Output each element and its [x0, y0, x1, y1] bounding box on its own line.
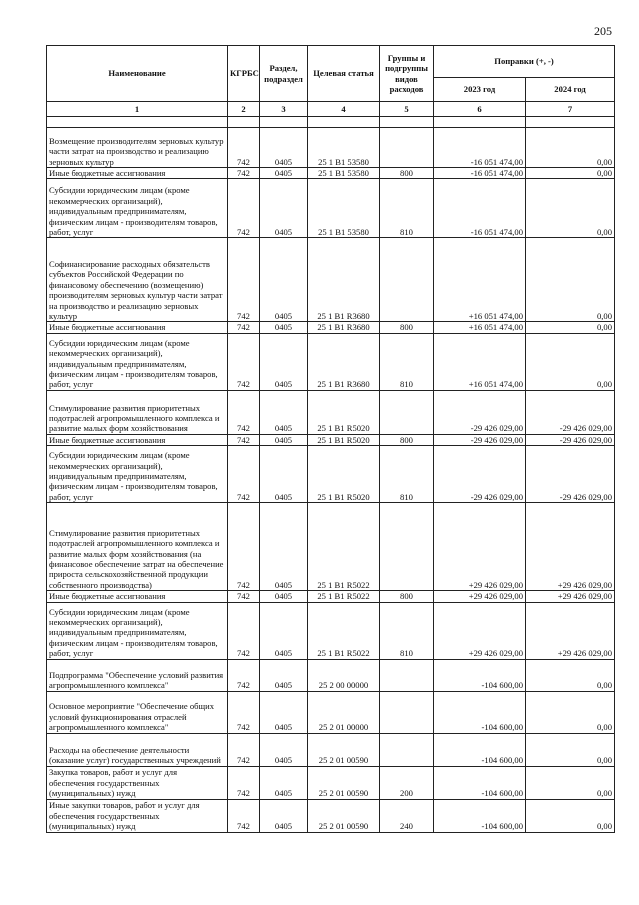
row-expense-group: [380, 238, 434, 322]
row-amount-2023: +16 051 474,00: [434, 322, 526, 333]
row-name: Стимулирование развития приоритетных подотраслей агропромышленного комплекса и развитие малых форм хозяйствования (на финансовое обеспечение затрат на обеспечение прироста сельскохозяйственной продукции собственного производства): [47, 503, 228, 591]
row-amount-2024: 0,00: [526, 168, 615, 179]
row-razdel: 0405: [260, 503, 308, 591]
row-target-article: 25 2 01 00590: [308, 733, 380, 766]
row-razdel: 0405: [260, 733, 308, 766]
row-target-article: 25 2 00 00000: [308, 659, 380, 691]
row-amount-2024: 0,00: [526, 179, 615, 238]
column-number: 1: [47, 102, 228, 117]
header-groups: Группы и подгруппы видов расходов: [380, 46, 434, 102]
header-kgrbs: КГРБС: [228, 46, 260, 102]
row-razdel: 0405: [260, 128, 308, 168]
column-number: 7: [526, 102, 615, 117]
row-amount-2023: -104 600,00: [434, 733, 526, 766]
table-row: [47, 322, 615, 333]
row-expense-group: 200: [380, 766, 434, 799]
row-target-article: 25 1 В1 53580: [308, 128, 380, 168]
row-expense-group: [380, 659, 434, 691]
row-amount-2024: +29 426 029,00: [526, 602, 615, 659]
row-amount-2024: +29 426 029,00: [526, 591, 615, 602]
row-expense-group: 810: [380, 179, 434, 238]
row-amount-2024: 0,00: [526, 766, 615, 799]
row-amount-2024: +29 426 029,00: [526, 503, 615, 591]
row-name: Иные закупки товаров, работ и услуг для обеспечения государственных (муниципальных) нужд: [47, 799, 228, 832]
row-name: Возмещение производителям зерновых культур части затрат на производство и реализацию зерновых культур: [47, 128, 228, 168]
row-expense-group: [380, 390, 434, 434]
table-row: [47, 446, 615, 503]
row-amount-2023: -104 600,00: [434, 691, 526, 733]
row-kgrbs: 742: [228, 168, 260, 179]
row-amount-2024: 0,00: [526, 799, 615, 832]
row-kgrbs: 742: [228, 799, 260, 832]
row-expense-group: 800: [380, 322, 434, 333]
row-expense-group: 810: [380, 602, 434, 659]
row-amount-2023: -29 426 029,00: [434, 434, 526, 445]
column-number: 4: [308, 102, 380, 117]
row-razdel: 0405: [260, 659, 308, 691]
row-name: Иные бюджетные ассигнования: [47, 434, 228, 445]
column-number-row: [47, 102, 615, 117]
row-kgrbs: 742: [228, 591, 260, 602]
row-expense-group: 810: [380, 333, 434, 390]
table-row: [47, 503, 615, 591]
table-body: [47, 117, 615, 833]
row-name: Иные бюджетные ассигнования: [47, 322, 228, 333]
header-target: Целевая статья: [308, 46, 380, 102]
table-row: [47, 659, 615, 691]
row-expense-group: 240: [380, 799, 434, 832]
row-razdel: 0405: [260, 602, 308, 659]
row-razdel: 0405: [260, 322, 308, 333]
row-target-article: 25 1 В1 R5022: [308, 591, 380, 602]
row-name: Субсидии юридическим лицам (кроме некоммерческих организаций), индивидуальным предпринимателям, физическим лицам - производителям товаров, работ, услуг: [47, 602, 228, 659]
row-target-article: 25 2 01 00000: [308, 691, 380, 733]
table-row: [47, 602, 615, 659]
row-amount-2023: -16 051 474,00: [434, 179, 526, 238]
row-name: Стимулирование развития приоритетных подотраслей агропромышленного комплекса и развитие малых форм хозяйствования: [47, 390, 228, 434]
row-amount-2023: -104 600,00: [434, 659, 526, 691]
row-name: Иные бюджетные ассигнования: [47, 591, 228, 602]
table-row: [47, 238, 615, 322]
row-amount-2024: 0,00: [526, 322, 615, 333]
column-number: 6: [434, 102, 526, 117]
row-kgrbs: 742: [228, 602, 260, 659]
row-razdel: 0405: [260, 799, 308, 832]
row-amount-2023: -104 600,00: [434, 766, 526, 799]
row-target-article: 25 1 В1 R5022: [308, 602, 380, 659]
row-amount-2024: -29 426 029,00: [526, 434, 615, 445]
table-row: [47, 390, 615, 434]
page-number: 205: [594, 24, 612, 38]
row-amount-2023: -29 426 029,00: [434, 446, 526, 503]
row-name: Основное мероприятие "Обеспечение общих условий функционирования отраслей агропромышленного комплекса": [47, 691, 228, 733]
row-name: Субсидии юридическим лицам (кроме некоммерческих организаций), индивидуальным предпринимателям, физическим лицам - производителям товаров, работ, услуг: [47, 446, 228, 503]
row-razdel: 0405: [260, 333, 308, 390]
row-amount-2023: -16 051 474,00: [434, 128, 526, 168]
row-target-article: 25 2 01 00590: [308, 766, 380, 799]
row-amount-2024: 0,00: [526, 733, 615, 766]
row-target-article: 25 1 В1 R5020: [308, 434, 380, 445]
table-row: [47, 128, 615, 168]
blank-row: [47, 117, 615, 128]
row-amount-2023: -29 426 029,00: [434, 390, 526, 434]
column-number: 3: [260, 102, 308, 117]
row-kgrbs: 742: [228, 434, 260, 445]
row-target-article: 25 1 В1 53580: [308, 168, 380, 179]
table-row: [47, 733, 615, 766]
row-kgrbs: 742: [228, 238, 260, 322]
row-name: Субсидии юридическим лицам (кроме некоммерческих организаций), индивидуальным предпринимателям, физическим лицам - производителям товаров, работ, услуг: [47, 179, 228, 238]
row-razdel: 0405: [260, 446, 308, 503]
row-target-article: 25 1 В1 R5020: [308, 446, 380, 503]
row-name: Субсидии юридическим лицам (кроме некоммерческих организаций), индивидуальным предпринимателям, физическим лицам - производителям товаров, работ, услуг: [47, 333, 228, 390]
row-razdel: 0405: [260, 179, 308, 238]
row-kgrbs: 742: [228, 322, 260, 333]
row-kgrbs: 742: [228, 128, 260, 168]
row-name: Закупка товаров, работ и услуг для обеспечения государственных (муниципальных) нужд: [47, 766, 228, 799]
row-kgrbs: 742: [228, 503, 260, 591]
row-razdel: 0405: [260, 434, 308, 445]
row-kgrbs: 742: [228, 733, 260, 766]
row-amount-2023: +29 426 029,00: [434, 602, 526, 659]
row-name: Софинансирование расходных обязательств субъектов Российской Федерации по финансовому обеспечению (возмещению) производителям зерновых культур части затрат на производство и реализацию зерновых культур: [47, 238, 228, 322]
row-amount-2024: 0,00: [526, 659, 615, 691]
row-razdel: 0405: [260, 168, 308, 179]
table-row: [47, 168, 615, 179]
row-kgrbs: 742: [228, 390, 260, 434]
row-kgrbs: 742: [228, 179, 260, 238]
row-amount-2023: +16 051 474,00: [434, 238, 526, 322]
row-razdel: 0405: [260, 766, 308, 799]
row-razdel: 0405: [260, 691, 308, 733]
row-expense-group: [380, 503, 434, 591]
row-kgrbs: 742: [228, 691, 260, 733]
row-kgrbs: 742: [228, 659, 260, 691]
row-amount-2023: +16 051 474,00: [434, 333, 526, 390]
row-target-article: 25 1 В1 R5020: [308, 390, 380, 434]
row-target-article: 25 1 В1 R5022: [308, 503, 380, 591]
row-razdel: 0405: [260, 390, 308, 434]
row-name: Иные бюджетные ассигнования: [47, 168, 228, 179]
row-target-article: 25 1 В1 53580: [308, 179, 380, 238]
row-target-article: 25 1 В1 R3680: [308, 333, 380, 390]
row-expense-group: 800: [380, 434, 434, 445]
row-expense-group: 800: [380, 591, 434, 602]
row-kgrbs: 742: [228, 446, 260, 503]
row-expense-group: 810: [380, 446, 434, 503]
row-amount-2024: 0,00: [526, 333, 615, 390]
table-row: [47, 434, 615, 445]
header-year-2023: 2023 год: [434, 78, 526, 102]
row-razdel: 0405: [260, 238, 308, 322]
table-row: [47, 179, 615, 238]
row-expense-group: 800: [380, 168, 434, 179]
row-target-article: 25 1 В1 R3680: [308, 238, 380, 322]
row-amount-2024: 0,00: [526, 238, 615, 322]
row-amount-2024: 0,00: [526, 128, 615, 168]
table-row: [47, 799, 615, 832]
row-kgrbs: 742: [228, 766, 260, 799]
budget-amendments-table: [46, 45, 615, 833]
row-expense-group: [380, 691, 434, 733]
row-name: Подпрограмма "Обеспечение условий развития агропромышленного комплекса": [47, 659, 228, 691]
header-year-2024: 2024 год: [526, 78, 615, 102]
row-amount-2023: +29 426 029,00: [434, 591, 526, 602]
column-number: 5: [380, 102, 434, 117]
row-expense-group: [380, 128, 434, 168]
row-name: Расходы на обеспечение деятельности (оказание услуг) государственных учреждений: [47, 733, 228, 766]
table-row: [47, 333, 615, 390]
table-row: [47, 691, 615, 733]
header-name: Наименование: [47, 46, 228, 102]
table-row: [47, 591, 615, 602]
row-kgrbs: 742: [228, 333, 260, 390]
column-number: 2: [228, 102, 260, 117]
row-target-article: 25 1 В1 R3680: [308, 322, 380, 333]
row-amount-2024: -29 426 029,00: [526, 390, 615, 434]
row-razdel: 0405: [260, 591, 308, 602]
row-expense-group: [380, 733, 434, 766]
header-amendments: Поправки (+, -): [434, 46, 615, 78]
row-amount-2023: +29 426 029,00: [434, 503, 526, 591]
table-header: [47, 46, 615, 117]
row-amount-2023: -104 600,00: [434, 799, 526, 832]
row-amount-2024: 0,00: [526, 691, 615, 733]
header-razdel: Раздел, подраздел: [260, 46, 308, 102]
row-amount-2024: -29 426 029,00: [526, 446, 615, 503]
row-amount-2023: -16 051 474,00: [434, 168, 526, 179]
table-row: [47, 766, 615, 799]
row-target-article: 25 2 01 00590: [308, 799, 380, 832]
